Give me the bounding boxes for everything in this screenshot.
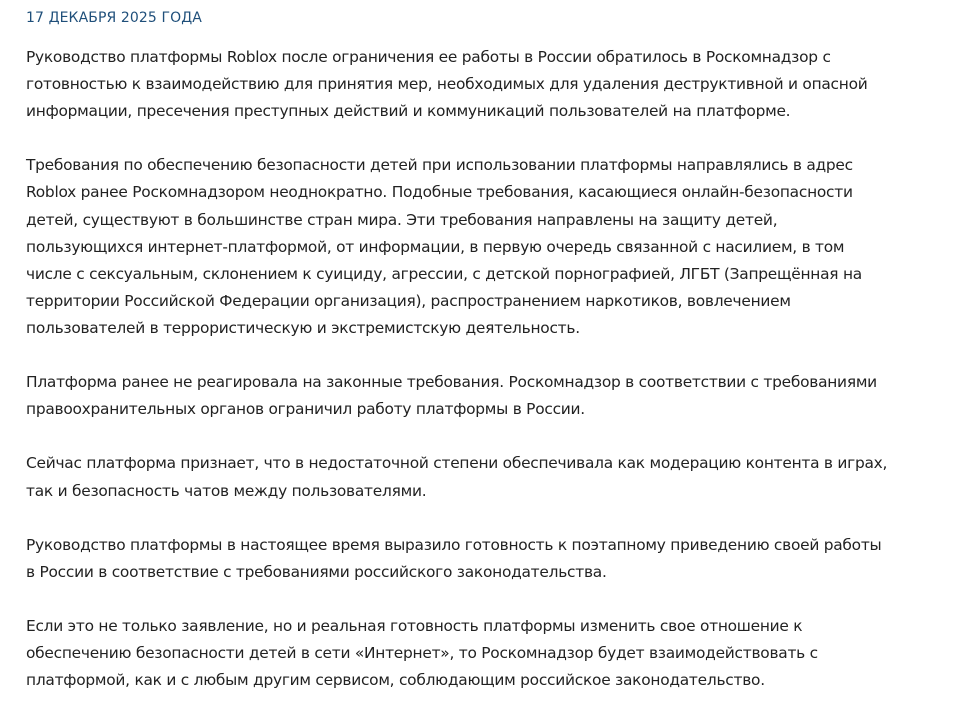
article-paragraph: Руководство платформы в настоящее время выразило готовность к поэтапному приведению своей работы в России в соответствие с требованиями российского законодательства. <box>26 535 882 581</box>
article-paragraph: Руководство платформы Roblox после ограничения ее работы в России обратилось в Роскомнадзор с готовностью к взаимодействию для принятия мер, необходимых для удаления деструктивной и опасной информации, пресечения преступных действий и коммуникаций пользователей на платформе. <box>26 48 868 121</box>
article-paragraph: Сейчас платформа признает, что в недостаточной степени обеспечивала как модерацию контента в играх, так и безопасность чатов между пользователями. <box>26 454 888 500</box>
article-body <box>26 44 935 694</box>
publication-date: 17 ДЕКАБРЯ 2025 ГОДА <box>26 10 202 26</box>
article-paragraph: Если это не только заявление, но и реальная готовность платформы изменить свое отношение к обеспечению безопасности детей в сети «Интернет», то Роскомнадзор будет взаимодействовать с платформой, как и с любым другим сервисом, соблюдающим российское законодательство. <box>26 616 818 690</box>
article-paragraph: Требования по обеспечению безопасности детей при использовании платформы направлялись в адрес Roblox ранее Роскомнадзором неоднократно. Подобные требования, касающиеся онлайн-безопасности детей, существуют в большинстве стран мира. Эти требования направлены на защиту детей, пользующихся интернет-платформой, от информации, в первую очередь связанной с насилием, в том числе с сексуальным, склонением к суициду, агрессии, с детской порнографией, ЛГБТ (Запрещённая на территории Российской Федерации организация), распространением наркотиков, вовлечением пользователей в террористическую и экстремистскую деятельность. <box>26 156 862 337</box>
article-paragraph: Платформа ранее не реагировала на законные требования. Роскомнадзор в соответствии с требованиями правоохранительных органов ограничил работу платформы в России. <box>26 373 877 419</box>
